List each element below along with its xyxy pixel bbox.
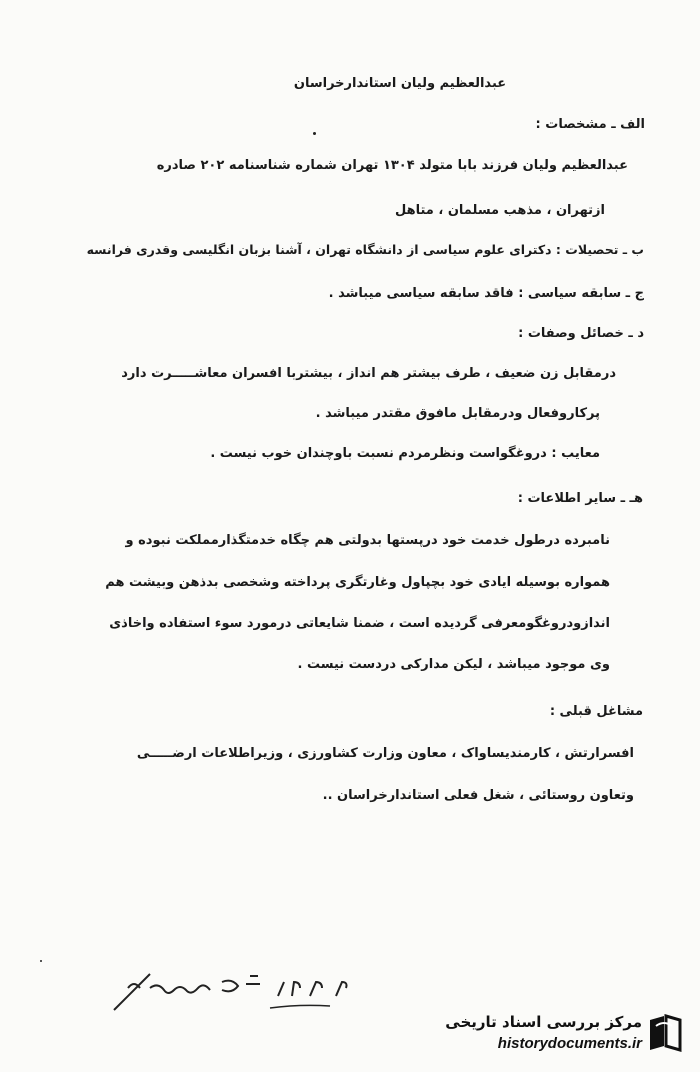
section-a-line1: عبدالعظیم ولیان فرزند بابا متولد ۱۳۰۴ تهران شماره شناسنامه ۲۰۲ صادره [156, 158, 628, 173]
handwritten-reference-note [110, 968, 370, 1018]
section-h-line4: وی موجود میباشد ، لیکن مدارکی دردست نیست . [297, 657, 610, 672]
book-logo-icon [646, 1012, 684, 1052]
section-h-line1: نامبرده درطول خدمت خود درپستها بدولتی هم چگاه خدمتگذارمملکت نبوده و [125, 533, 610, 548]
previous-jobs-line2: وتعاون روستائی ، شغل فعلی استاندارخراسان .. [322, 788, 634, 803]
section-h-heading: هـ ـ سایر اطلاعات : [517, 491, 643, 506]
watermark-url: historydocuments.ir [497, 1035, 642, 1052]
section-a-heading: الف ـ مشخصات : [535, 117, 645, 132]
watermark-title: مرکز بررسی اسناد تاریخی [445, 1013, 642, 1031]
document-title: عبدالعظیم ولیان استاندارخراسان [293, 76, 507, 91]
section-a-line2: ازتهران ، مذهب مسلمان ، متاهل [394, 203, 605, 218]
speck [40, 960, 42, 962]
previous-jobs-line1: افسرارتش ، کارمندیساواک ، معاون وزارت کشاورزی ، وزیراطلاعات ارضـــــی [136, 746, 634, 761]
section-d-heading: د ـ خصائل وصفات : [518, 326, 644, 341]
section-b-line: ب ـ تحصیلات : دکترای علوم سیاسی از دانشگاه تهران ، آشنا بزبان انگلیسی وقدری فرانسه [86, 242, 644, 257]
section-h-line2: همواره بوسیله ایادی خود بچپاول وغارتگری پرداخته وشخصی بدذهن وبیشت هم [105, 575, 610, 590]
section-d-line1: درمقابل زن ضعیف ، طرف بیشتر هم انداز ، بیشتربا افسران معاشـــــرت دارد [121, 366, 616, 381]
section-h-line3: اندازودروغگومعرفی گردیده است ، ضمنا شایعاتی درمورد سوء استفاده واخاذی [109, 616, 610, 631]
section-d-line2: پرکاروفعال ودرمقابل مافوق مقتدر میباشد . [315, 406, 600, 421]
speck [313, 132, 316, 135]
section-d-line3: معایب : دروغگواست ونظرمردم نسبت باوچندان خوب نیست . [210, 446, 600, 461]
section-c-line: ج ـ سابقه سیاسی : فاقد سابقه سیاسی میباشد . [328, 286, 644, 301]
previous-jobs-heading: مشاغل قبلی : [549, 704, 643, 719]
